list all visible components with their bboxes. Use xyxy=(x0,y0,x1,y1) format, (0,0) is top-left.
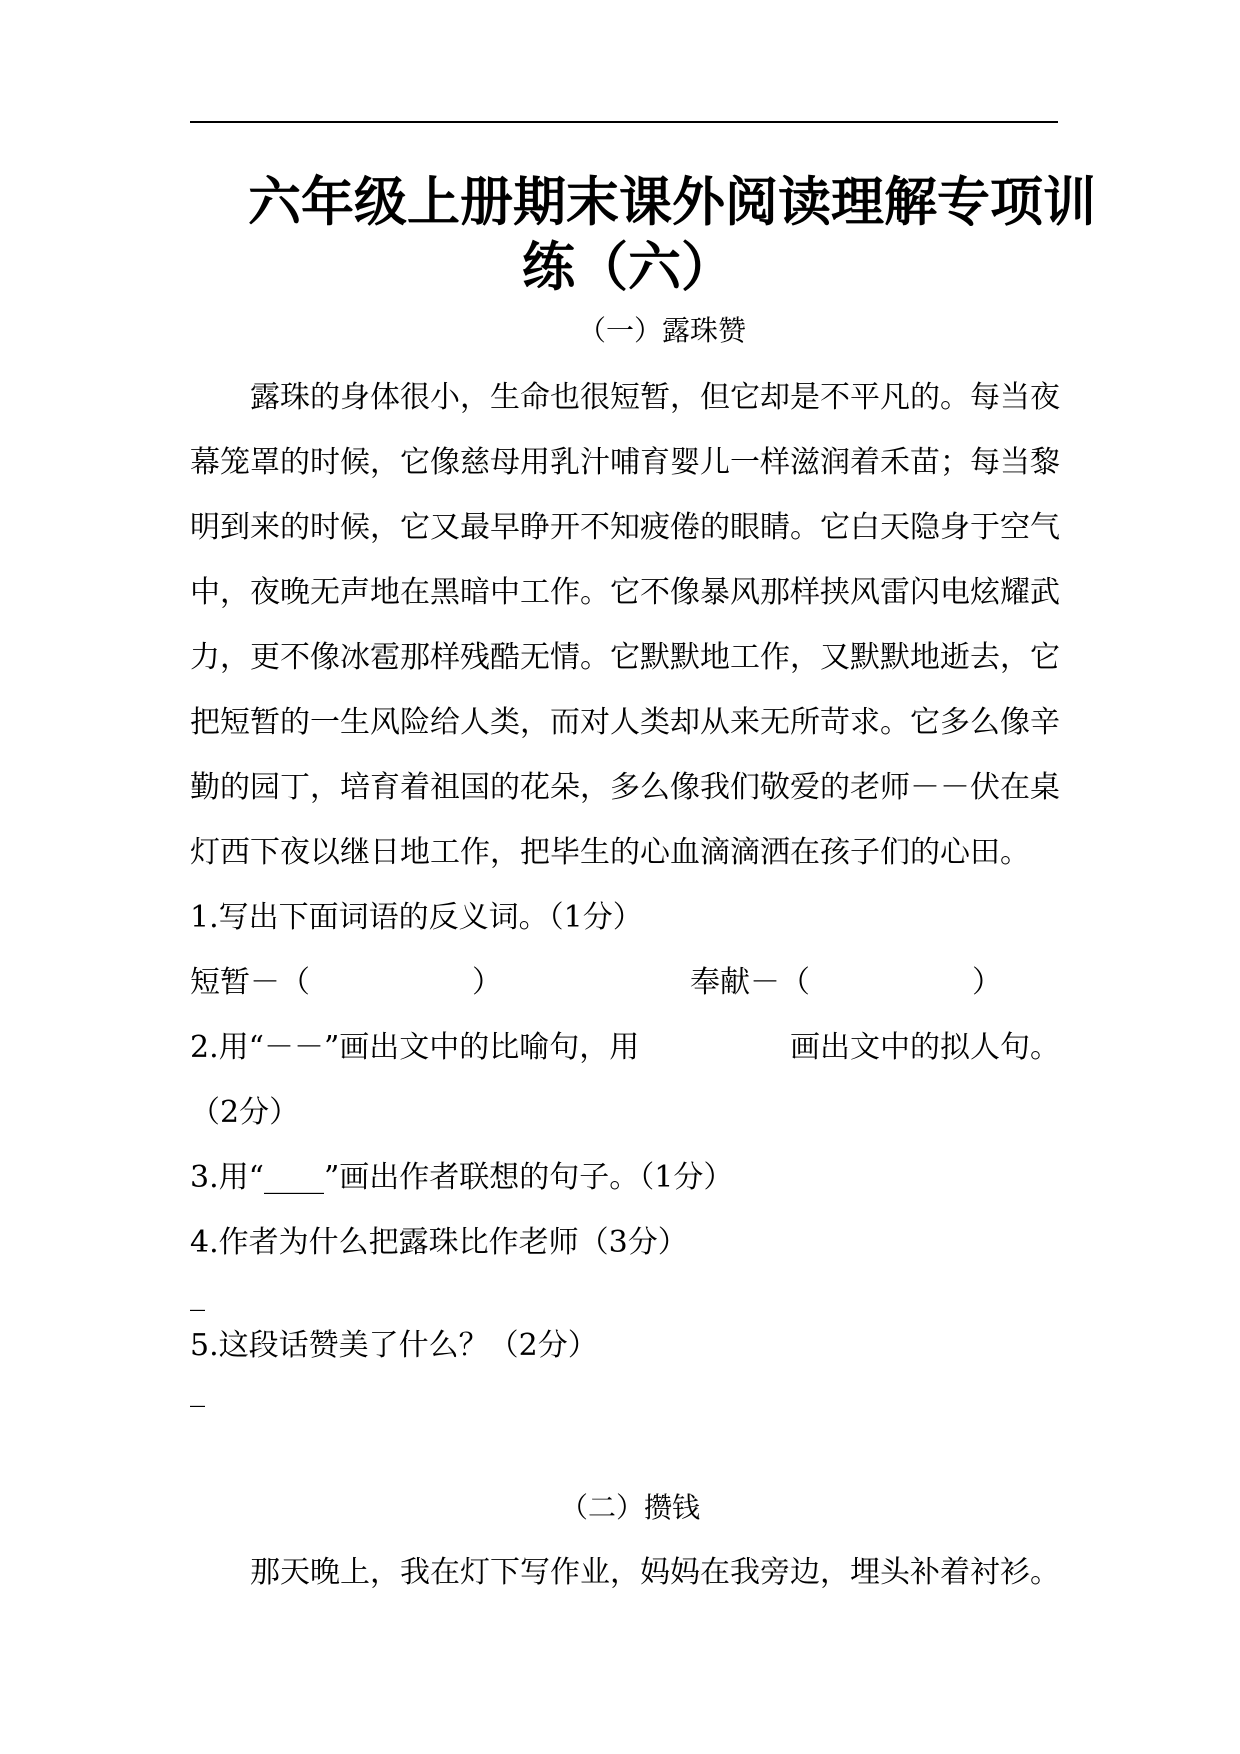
question-4-answer-line: _ xyxy=(190,1277,205,1312)
question-2-score: （2分） xyxy=(190,1095,300,1130)
passage1-line: 露珠的身体很小，生命也很短暂，但它却是不平凡的。每当夜 xyxy=(250,380,1060,415)
passage1-line: 灯西下夜以继日地工作，把毕生的心血滴滴洒在孩子们的心田。 xyxy=(190,835,1030,870)
title-line-1: 六年级上册期末课外阅读理解专项训 xyxy=(248,172,1096,233)
passage1-line: 明到来的时候，它又最早睁开不知疲倦的眼睛。它白天隐身于空气 xyxy=(190,510,1060,545)
title-line-2: 练（六） xyxy=(522,237,734,298)
q1-item-2-close: ） xyxy=(972,965,1002,1000)
passage1-line: 勤的园丁，培育着祖国的花朵，多么像我们敬爱的老师－－伏在桌 xyxy=(190,770,1060,805)
q1-item-2-word: 奉献－（ xyxy=(690,965,810,1000)
q1-item-1-close: ） xyxy=(472,965,502,1000)
q1-item-1-word: 短暂－（ xyxy=(190,965,310,1000)
passage1-line: 幕笼罩的时候，它像慈母用乳汁哺育婴儿一样滋润着禾苗；每当黎 xyxy=(190,445,1060,480)
question-5: 5.这段话赞美了什么？（2分） xyxy=(190,1328,598,1363)
question-3: 3.用“____”画出作者联想的句子。（1分） xyxy=(190,1160,734,1195)
section2-heading: （二）攒钱 xyxy=(560,1491,701,1524)
passage1-line: 把短暂的一生风险给人类，而对人类却从来无所苛求。它多么像辛 xyxy=(190,705,1060,740)
header-rule xyxy=(190,121,1058,123)
passage1-line: 力，更不像冰雹那样残酷无情。它默默地工作，又默默地逝去，它 xyxy=(190,640,1060,675)
passage2-line: 那天晚上，我在灯下写作业，妈妈在我旁边，埋头补着衬衫。 xyxy=(250,1555,1060,1590)
question-4: 4.作者为什么把露珠比作老师（3分） xyxy=(190,1225,688,1260)
passage1-line: 中，夜晚无声地在黑暗中工作。它不像暴风那样挟风雷闪电炫耀武 xyxy=(190,575,1060,610)
question-2-part-1: 2.用“－－”画出文中的比喻句，用 xyxy=(190,1030,640,1065)
question-2-part-2: 画出文中的拟人句。 xyxy=(790,1030,1060,1065)
question-5-answer-line: _ xyxy=(190,1373,205,1408)
section1-heading: （一）露珠赞 xyxy=(578,314,747,347)
question-1: 1.写出下面词语的反义词。（1分） xyxy=(190,900,643,935)
